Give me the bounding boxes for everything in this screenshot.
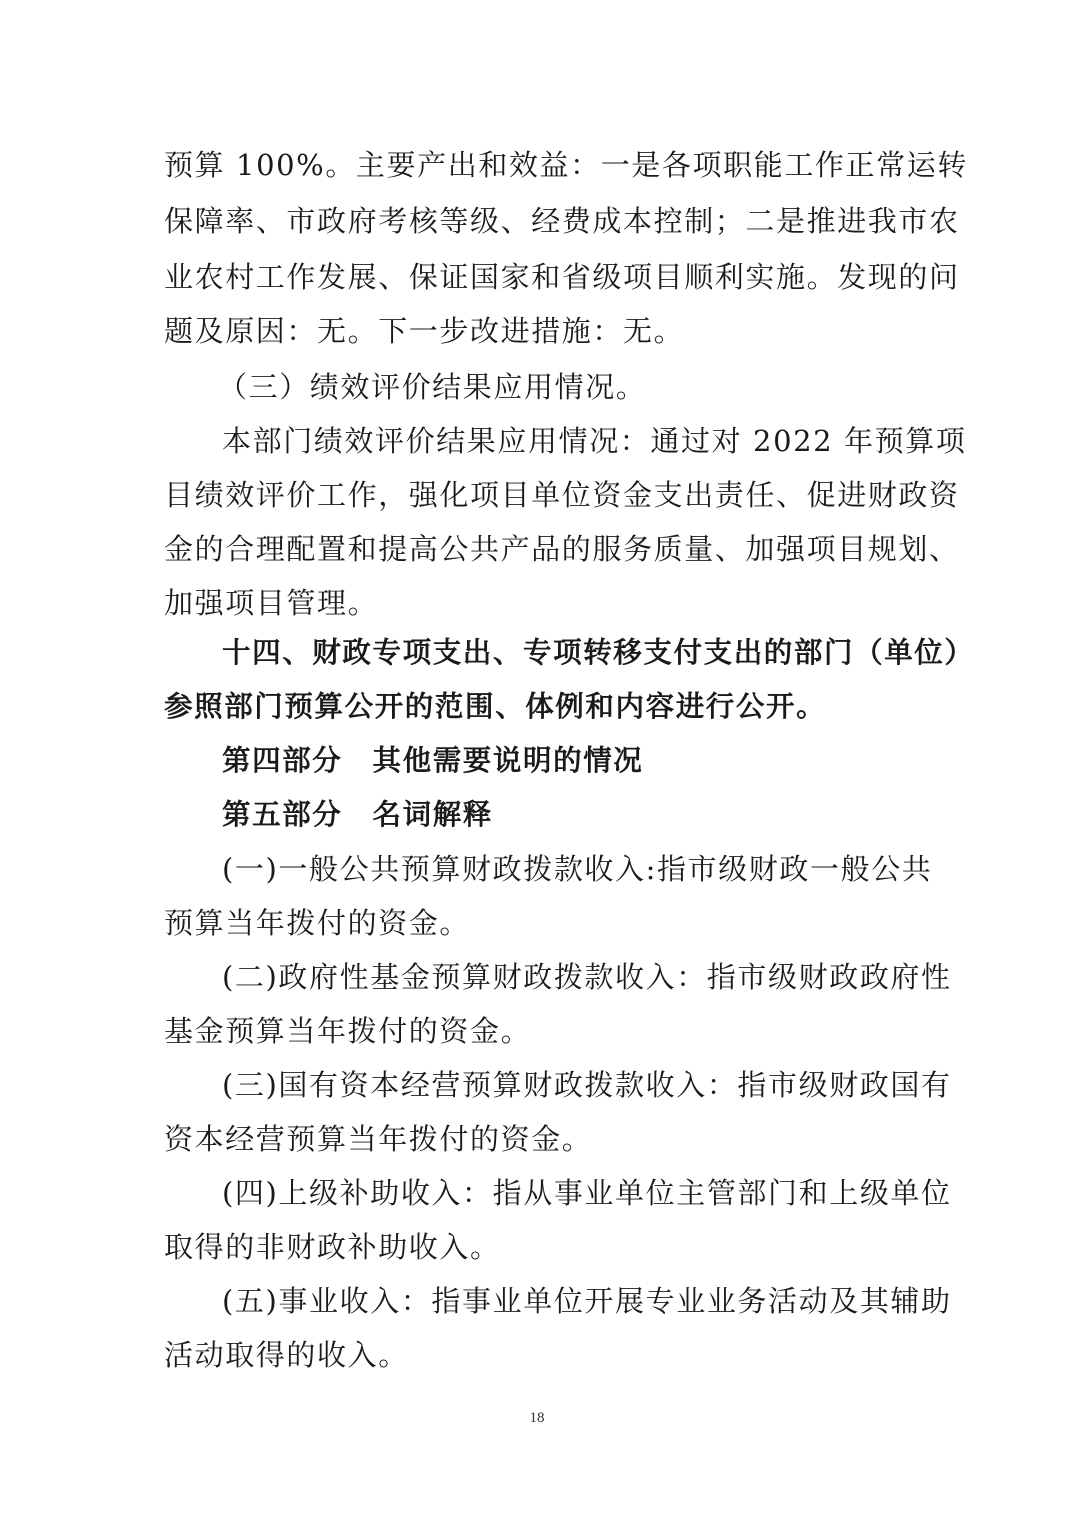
section-heading: （三）绩效评价结果应用情况。 — [218, 370, 647, 404]
text-line: 业农村工作发展、保证国家和省级项目顺利实施。发现的问 — [164, 260, 960, 294]
term-definition: 取得的非财政补助收入。 — [164, 1230, 501, 1264]
term-definition: (三)国有资本经营预算财政拨款收入：指市级财政国有 — [222, 1068, 952, 1102]
term-definition: (五)事业收入：指事业单位开展专业业务活动及其辅助 — [222, 1284, 952, 1318]
page-number: 18 — [529, 1410, 545, 1426]
text-line: 本部门绩效评价结果应用情况：通过对 2022 年预算项 — [222, 424, 967, 458]
part-heading: 第五部分 名词解释 — [222, 798, 493, 831]
part-heading: 第四部分 其他需要说明的情况 — [222, 744, 644, 777]
section-heading: 参照部门预算公开的范围、体例和内容进行公开。 — [164, 690, 827, 723]
term-definition: 资本经营预算当年拨付的资金。 — [164, 1122, 593, 1156]
term-definition: (一)一般公共预算财政拨款收入:指市级财政一般公共 — [222, 852, 933, 886]
text-line: 保障率、市政府考核等级、经费成本控制；二是推进我市农 — [164, 204, 960, 238]
term-definition: 预算当年拨付的资金。 — [164, 906, 471, 940]
term-definition: 活动取得的收入。 — [164, 1338, 409, 1372]
text-line: 题及原因：无。下一步改进措施：无。 — [164, 314, 685, 348]
text-line: 目绩效评价工作，强化项目单位资金支出责任、促进财政资 — [164, 478, 960, 512]
section-heading: 十四、财政专项支出、专项转移支付支出的部门（单位） — [222, 636, 975, 669]
text-line: 金的合理配置和提高公共产品的服务质量、加强项目规划、 — [164, 532, 960, 566]
term-definition: 基金预算当年拨付的资金。 — [164, 1014, 532, 1048]
term-definition: (四)上级补助收入：指从事业单位主管部门和上级单位 — [222, 1176, 952, 1210]
text-line: 加强项目管理。 — [164, 586, 379, 620]
text-line: 预算 100%。主要产出和效益：一是各项职能工作正常运转 — [164, 148, 968, 182]
term-definition: (二)政府性基金预算财政拨款收入：指市级财政政府性 — [222, 960, 952, 994]
